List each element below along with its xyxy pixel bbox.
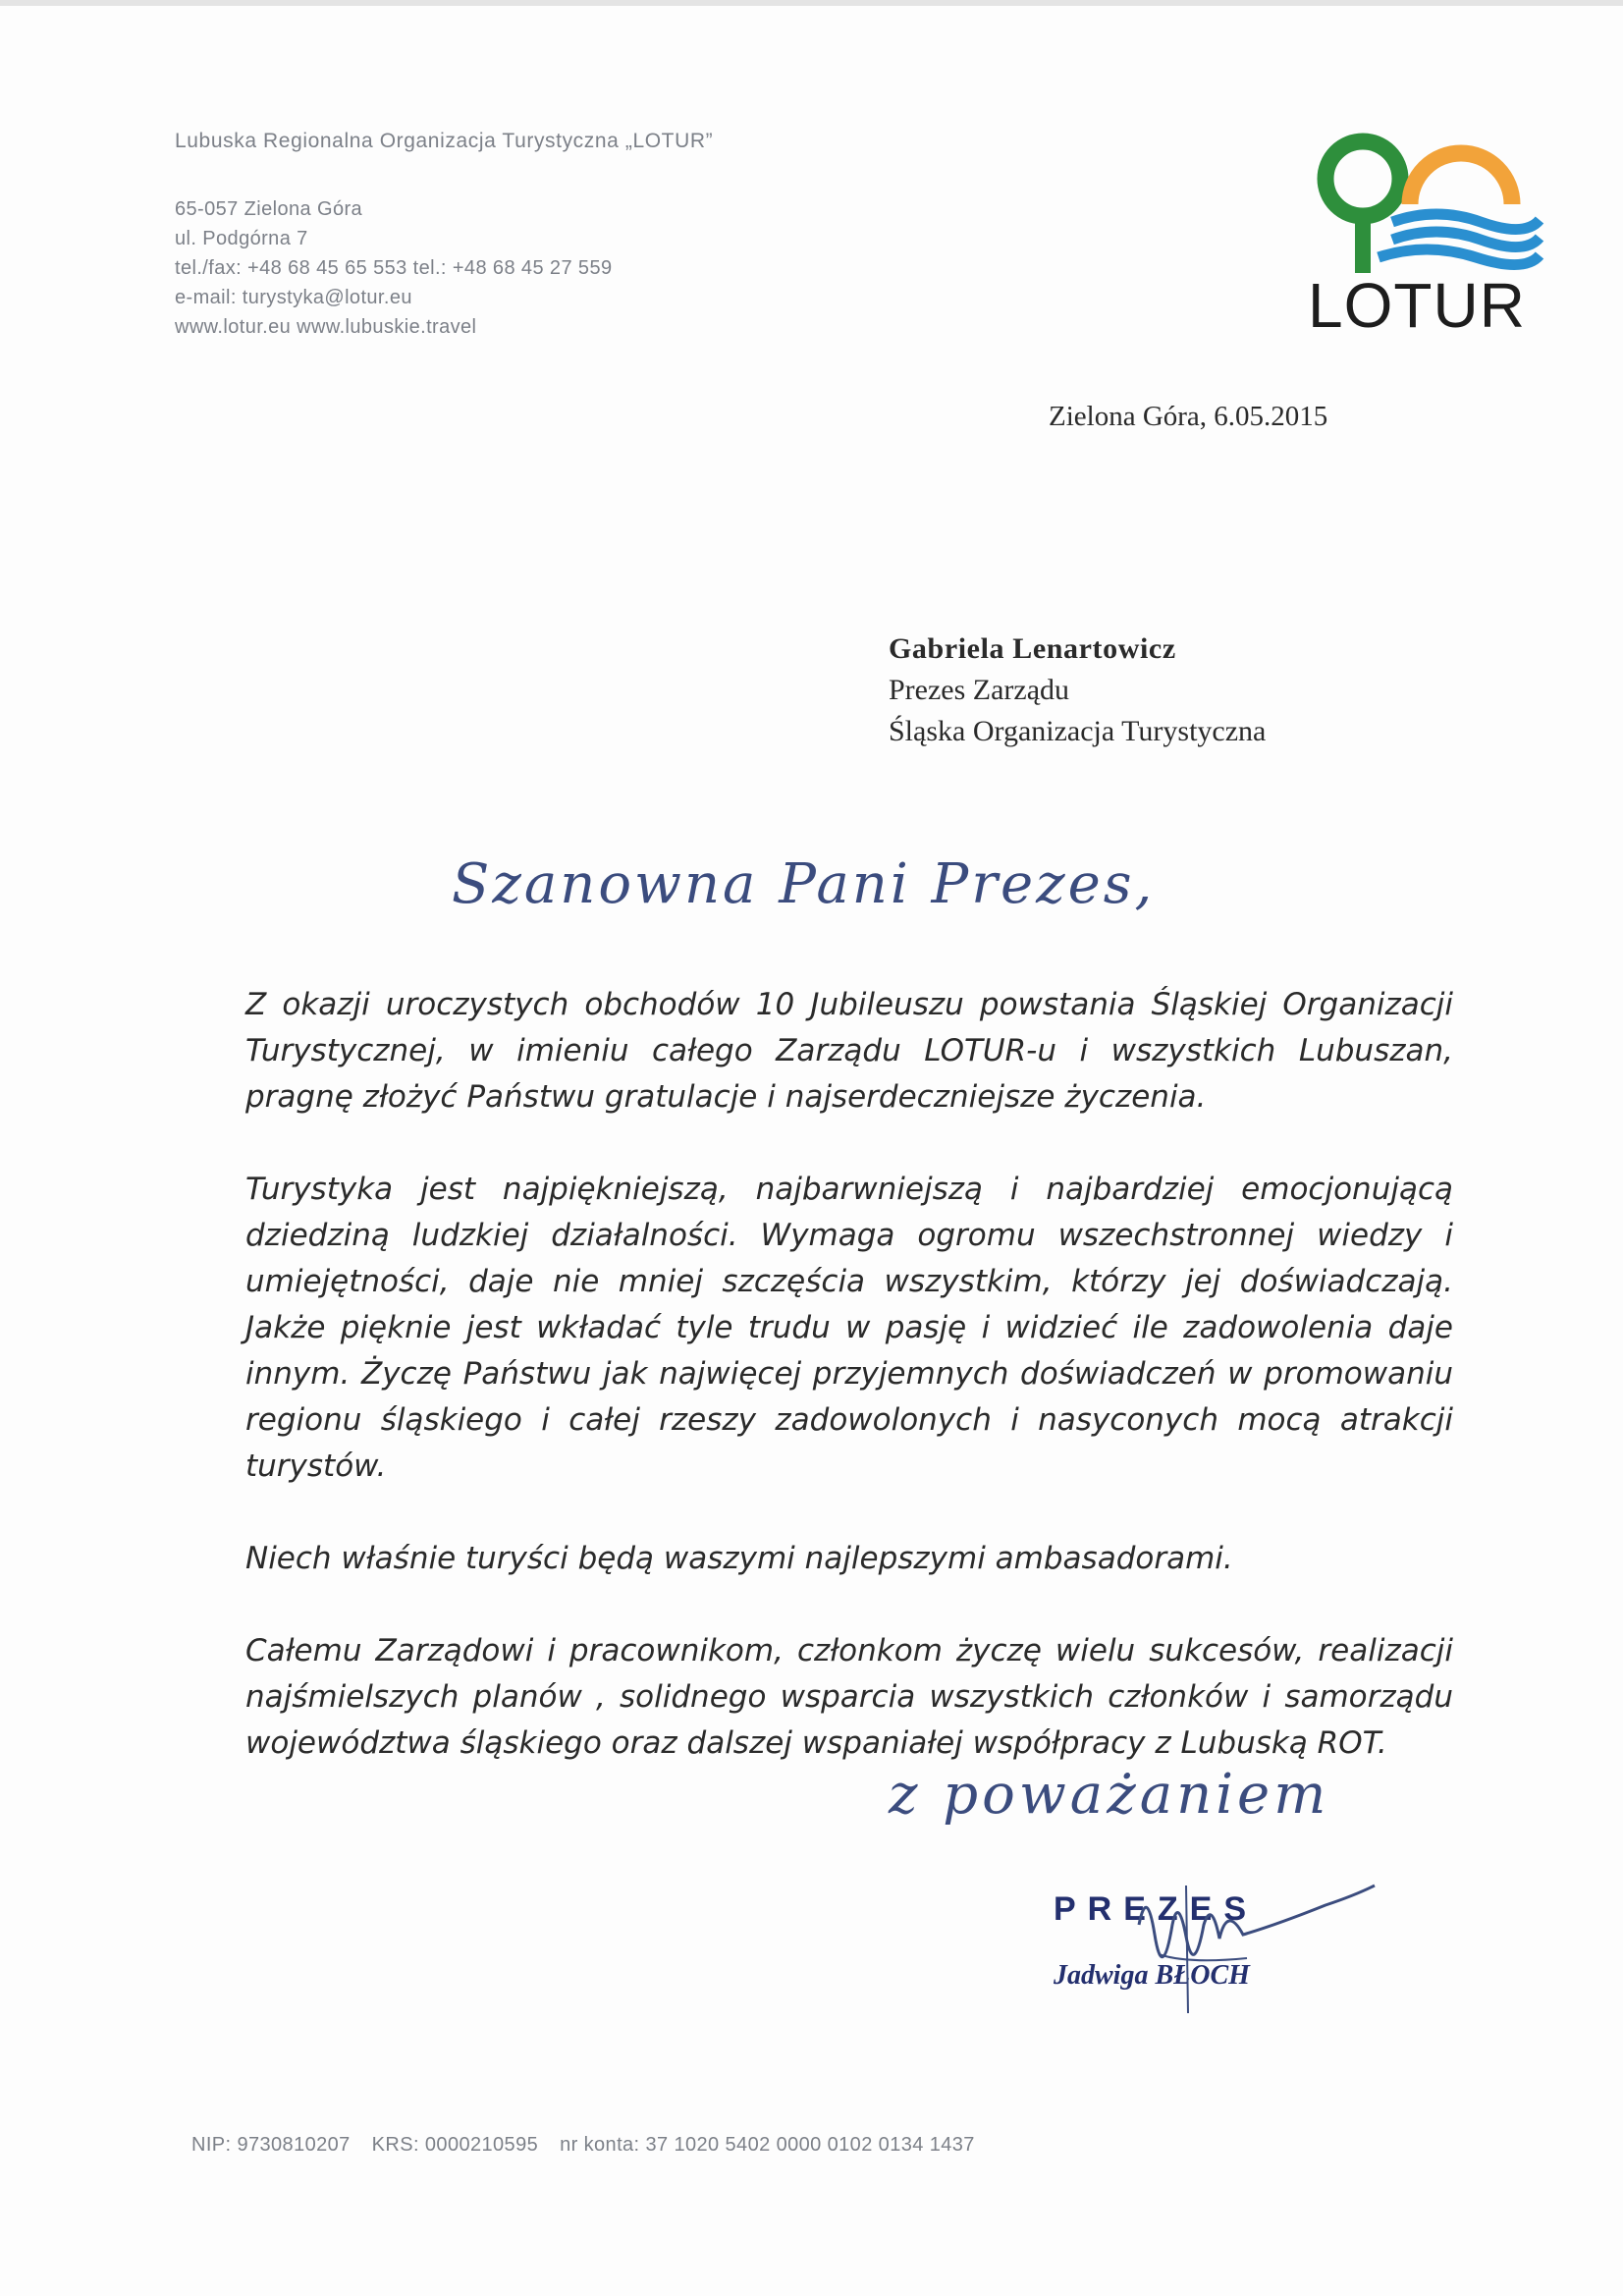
letter-paragraph: Całemu Zarządowi i pracownikom, członkom życzę wielu sukcesów, realizacji najśmielszych planów , solidnego wsparcia wszystkich członków i samorządu województwa śląskiego oraz dalszej wspaniałej współpracy z Lubuską ROT.: [245, 1633, 1453, 1761]
sender-phone-line: tel./fax: +48 68 45 65 553 tel.: +48 68 45 27 559: [175, 257, 613, 279]
recipient-title: Prezes Zarządu: [889, 674, 1070, 706]
footer: [191, 2134, 991, 2157]
letter-paragraph: Turystyka jest najpiękniejszą, najbarwniejszą i najbardziej emocjonującą dziedziną ludzkiej działalności. Wymaga ogromu wszechstronnej wiedzy i umiejętności, daje nie mniej szczęścia wszystkim, którzy jej doświadczają. Jakże pięknie jest wkładać tyle trudu w pasję i widzieć ile zadowolenia daje innym. Życzę Państwu jak najwięcej przyjemnych doświadczeń w promowaniu regionu śląskiego i całej rzeszy zadowolonych i nasyconych mocą atrakcji turystów.: [245, 1172, 1453, 1484]
sender-address-line: ul. Podgórna 7: [175, 228, 308, 249]
recipient-organization: Śląska Organizacja Turystyczna: [889, 715, 1267, 747]
handwritten-closing: z poważaniem: [889, 1763, 1330, 1827]
sender-address-line: 65-057 Zielona Góra: [175, 198, 363, 220]
signature-icon: [1129, 1866, 1384, 2062]
letter-paragraph: Niech właśnie turyści będą waszymi najlepszymi ambasadorami.: [245, 1541, 1233, 1576]
logo-text: LOTUR: [1308, 270, 1526, 341]
sender-organization: Lubuska Regionalna Organizacja Turystyczna „LOTUR”: [175, 130, 714, 152]
handwritten-salutation: Szanowna Pani Prezes,: [452, 852, 1156, 916]
letter-date: Zielona Góra, 6.05.2015: [1049, 401, 1328, 432]
scan-edge: [0, 0, 1623, 6]
recipient-block: [889, 629, 1266, 752]
footer-account: nr konta: 37 1020 5402 0000 0102 0134 1437: [560, 2134, 975, 2156]
sender-address: [175, 194, 613, 342]
letter-body: [245, 982, 1453, 1813]
recipient-name: Gabriela Lenartowicz: [889, 632, 1176, 665]
letter-paragraph: Z okazji uroczystych obchodów 10 Jubileuszu powstania Śląskiej Organizacji Turystycznej, w imieniu całego Zarządu LOTUR-u i wszystkich Lubuszan, pragnę złożyć Państwu gratulacje i najserdeczniejsze życzenia.: [245, 987, 1453, 1115]
sender-web-line: www.lotur.eu www.lubuskie.travel: [175, 316, 477, 338]
sender-email-line: e-mail: turystyka@lotur.eu: [175, 287, 412, 308]
footer-krs: KRS: 0000210595: [371, 2134, 539, 2156]
footer-nip: NIP: 9730810207: [191, 2134, 351, 2156]
stamp-title: PREZES: [1054, 1890, 1259, 1928]
stamp-name: Jadwiga BŁOCH: [1054, 1960, 1250, 1991]
